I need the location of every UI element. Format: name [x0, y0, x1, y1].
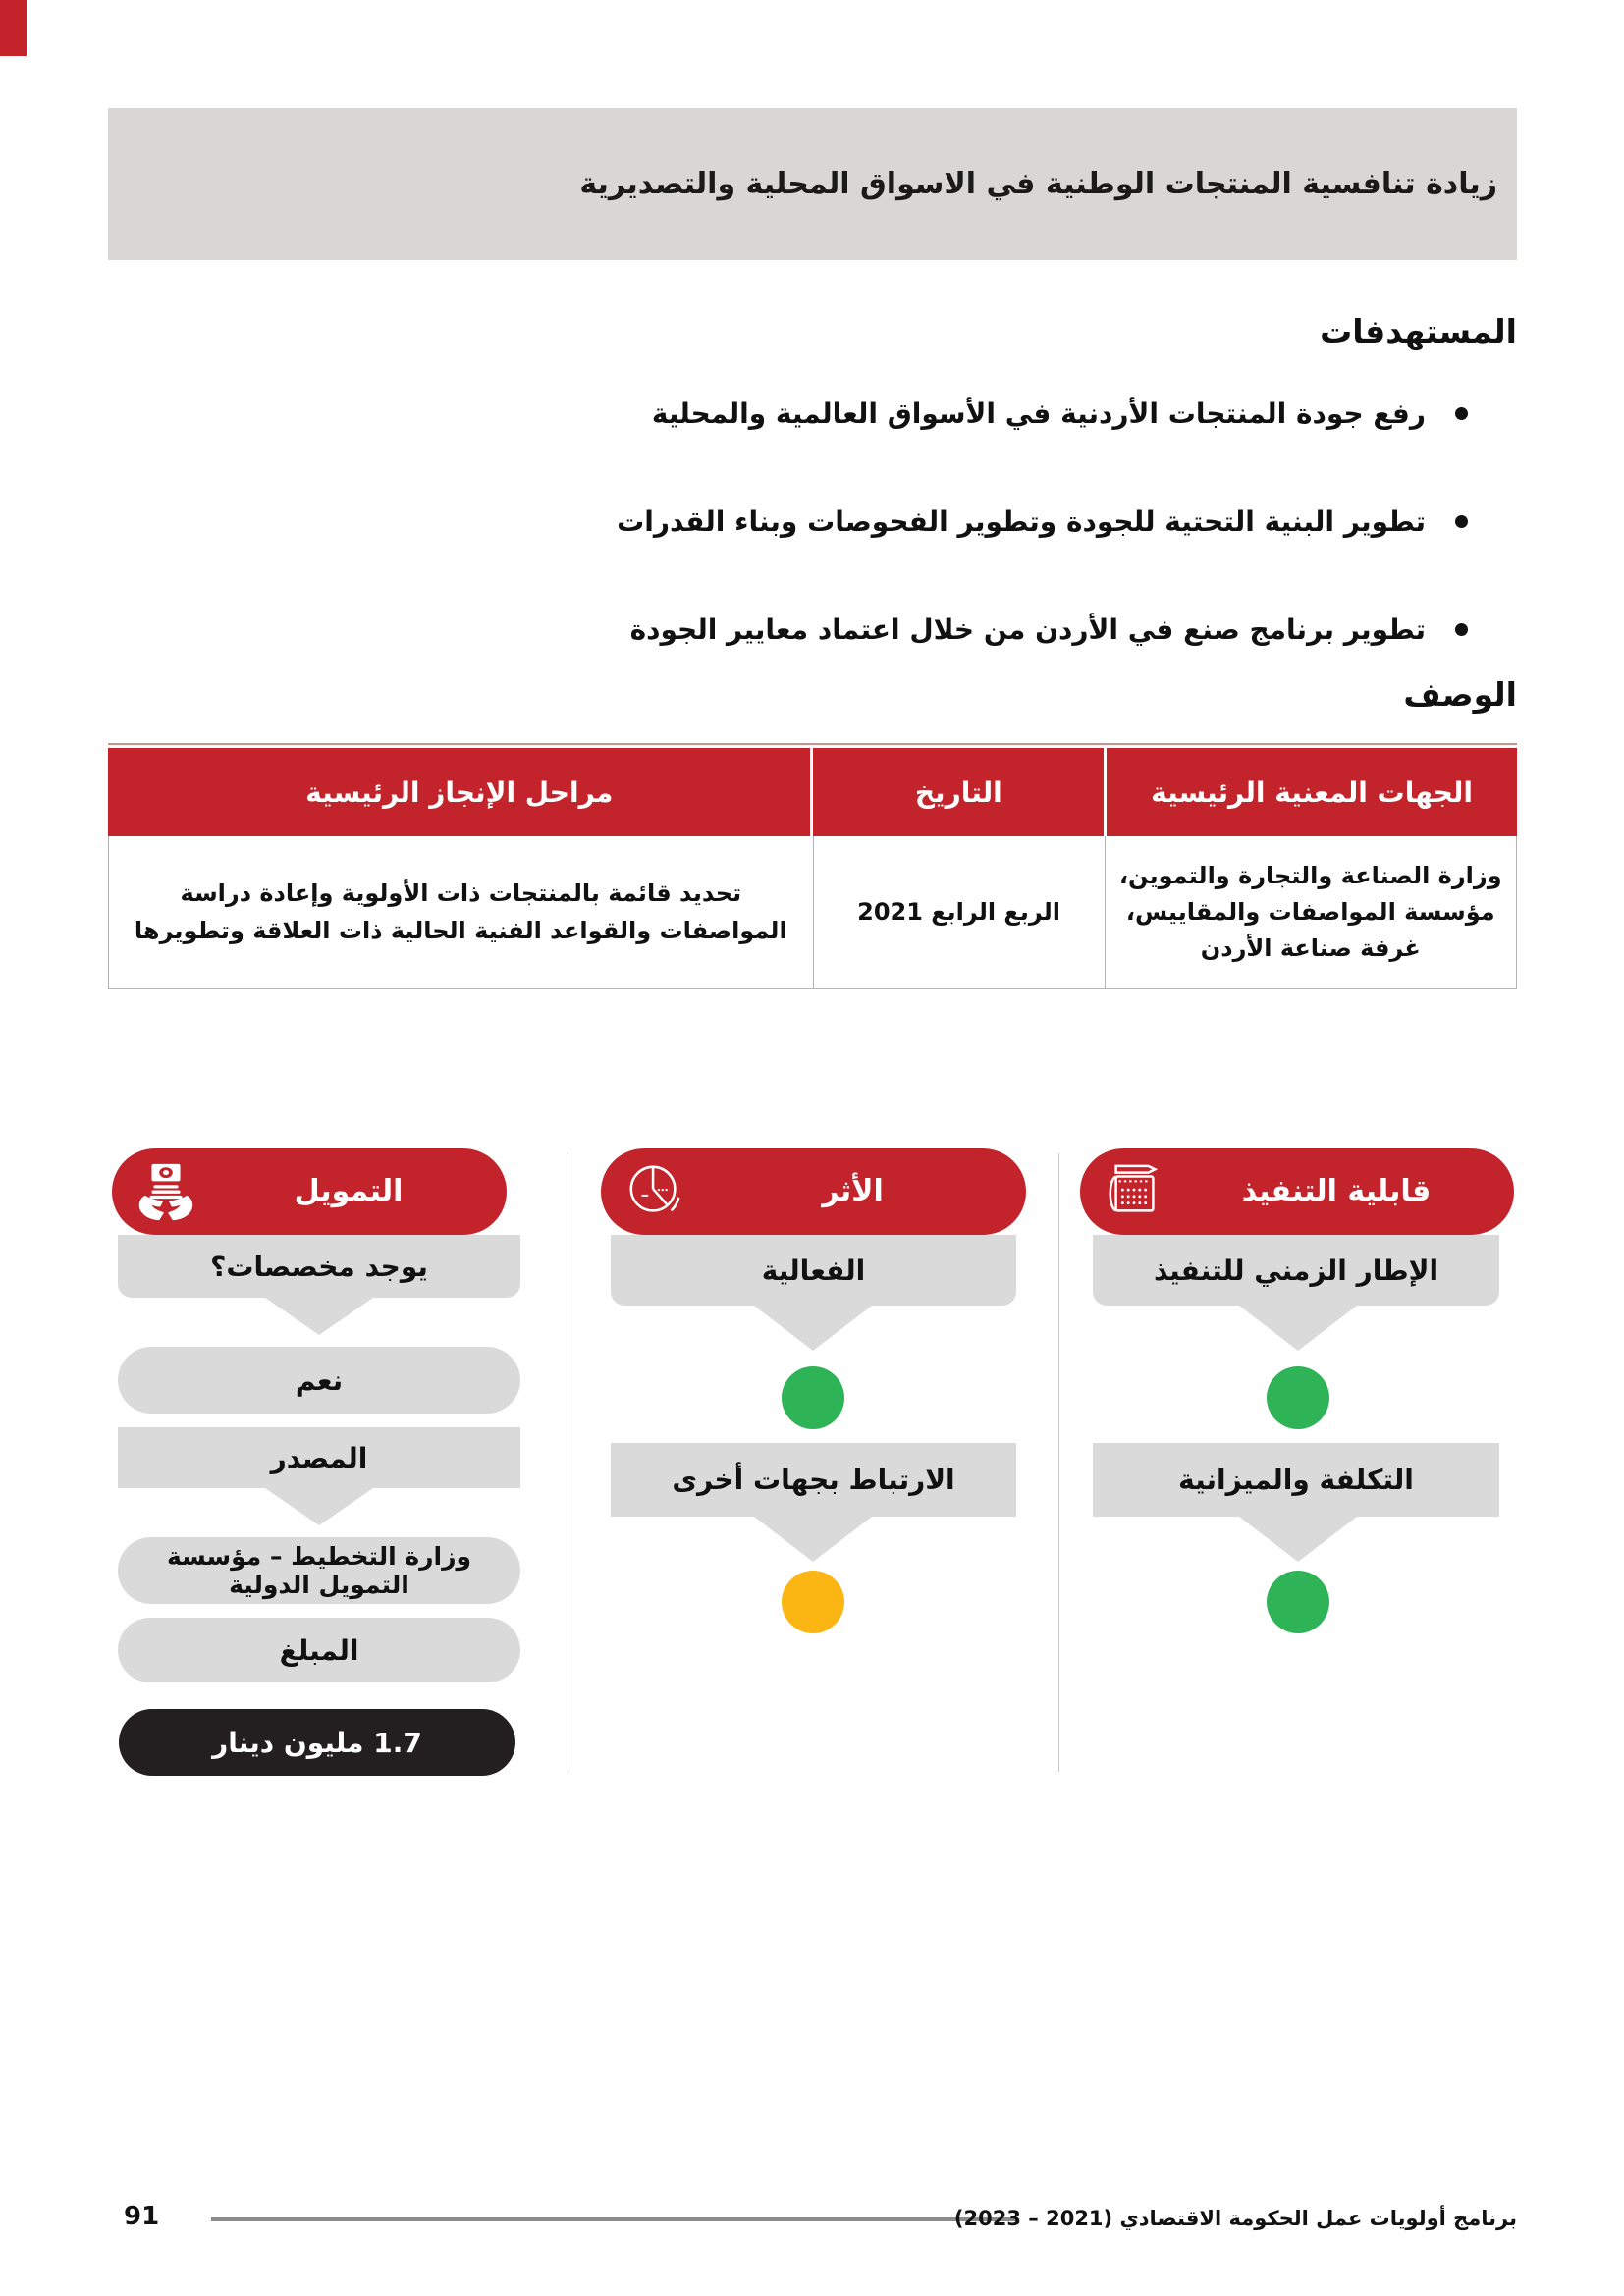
callout-arrow: [1239, 1306, 1357, 1351]
funding-question: يوجد مخصصات؟: [118, 1235, 520, 1298]
description-heading: الوصف: [1403, 675, 1517, 714]
table-header-date: التاريخ: [813, 748, 1104, 836]
panel-feasibility-header: [1080, 1148, 1514, 1235]
feasibility-item-1: الإطار الزمني للتنفيذ: [1093, 1235, 1499, 1306]
funding-answer: نعم: [118, 1347, 520, 1414]
table-header-entities: الجهات المعنية الرئيسية: [1107, 748, 1517, 836]
callout-arrow: [265, 1298, 373, 1335]
impact-status-1: [782, 1366, 844, 1429]
money-hands-icon: [135, 1161, 196, 1222]
footer-program-title: برنامج أولويات عمل الحكومة الاقتصادي (2021 – 2023): [953, 2207, 1517, 2230]
target-bullet-1: [652, 389, 1468, 438]
page-title-box: [108, 108, 1517, 260]
table-top-rule: [108, 743, 1517, 745]
impact-item-1: الفعالية: [611, 1235, 1016, 1306]
target-bullet-1-label: رفع جودة المنتجات الأردنية في الأسواق العالمية والمحلية: [651, 397, 1426, 430]
panel-divider-right: [1058, 1153, 1059, 1772]
table-header-milestones: مراحل الإنجاز الرئيسية: [108, 748, 810, 836]
feasibility-status-1: [1267, 1366, 1329, 1429]
panel-impact-title: الأثر: [822, 1174, 884, 1208]
funding-source-label: المصدر: [118, 1427, 520, 1488]
page-title: زيادة تنافسية المنتجات الوطنية في الاسواق المحلية والتصديرية: [579, 167, 1497, 201]
panel-feasibility-title: قابلية التنفيذ: [1241, 1174, 1432, 1208]
panel-funding-title: التمويل: [294, 1174, 404, 1208]
page-number: 91: [124, 2202, 160, 2231]
impact-item-2: الارتباط بجهات أخرى: [611, 1443, 1016, 1517]
table-cell-entities: وزارة الصناعة والتجارة والتموين، مؤسسة المواصفات والمقاييس، غرفة صناعة الأردن: [1105, 836, 1517, 988]
target-bullet-3: [630, 605, 1468, 654]
pie-chart-icon: [624, 1161, 685, 1222]
bullet-dot: [1455, 623, 1468, 636]
description-table: [108, 743, 1517, 989]
table-row: [108, 836, 1517, 989]
funding-amount-label: المبلغ: [118, 1618, 520, 1682]
funding-source-value: وزارة التخطيط – مؤسسة التمويل الدولية: [118, 1537, 520, 1604]
target-bullet-2-label: تطوير البنية التحتية للجودة وتطوير الفحوصات وبناء القدرات: [617, 505, 1426, 538]
target-bullet-3-label: تطوير برنامج صنع في الأردن من خلال اعتماد معايير الجودة: [629, 613, 1426, 646]
calendar-pen-icon: [1104, 1161, 1164, 1222]
panel-funding-header: [112, 1148, 507, 1235]
bullet-dot: [1455, 515, 1468, 528]
feasibility-status-2: [1267, 1571, 1329, 1633]
target-bullet-2: [617, 497, 1468, 546]
bullet-dot: [1455, 407, 1468, 420]
funding-amount-value: 1.7 مليون دينار: [119, 1709, 515, 1776]
callout-arrow: [1239, 1517, 1357, 1562]
callout-arrow: [754, 1306, 872, 1351]
table-cell-date: الربع الرابع 2021: [813, 836, 1105, 988]
targets-heading: المستهدفات: [1320, 312, 1517, 350]
feasibility-item-2: التكلفة والميزانية: [1093, 1443, 1499, 1517]
page-corner-mark: [0, 0, 27, 56]
callout-arrow: [754, 1517, 872, 1562]
footer-rule: [211, 2217, 1016, 2221]
callout-arrow: [265, 1488, 373, 1525]
table-header-row: [108, 748, 1517, 836]
panel-impact-header: [601, 1148, 1026, 1235]
table-cell-milestones: تحديد قائمة بالمنتجات ذات الأولوية وإعادة دراسة المواصفات والقواعد الفنية الحالية ذات العلاقة وتطويرها: [108, 836, 813, 988]
impact-status-2: [782, 1571, 844, 1633]
